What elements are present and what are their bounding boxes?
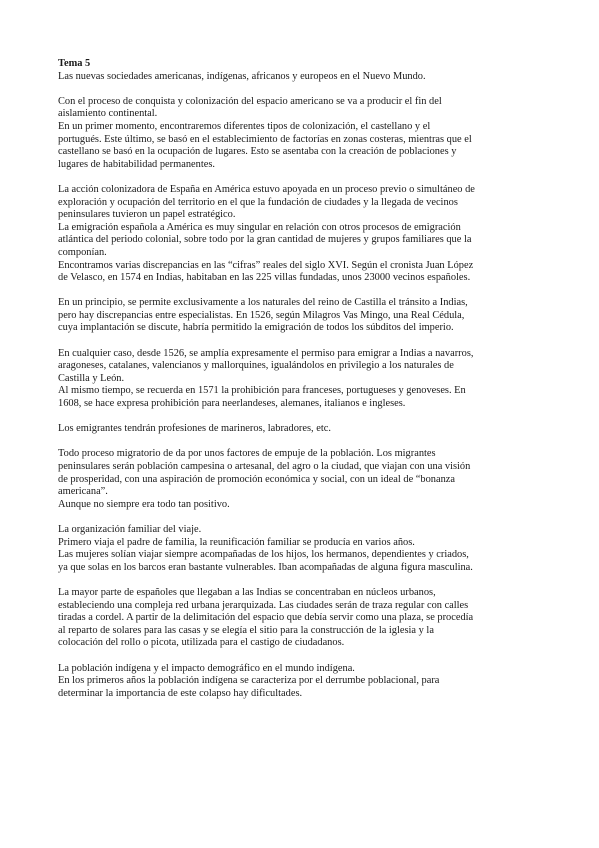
text-line: Castilla y León. [58, 372, 125, 384]
text-line: La mayor parte de españoles que llegaban a las Indias se concentraban en núcleos urbanos, [58, 586, 436, 598]
text-line: Primero viaja el padre de familia, la reunificación familiar se producía en varios años. [58, 536, 415, 548]
text-line: exploración y ocupación del territorio en el que la fundación de ciudades y la llegada de vecinos [58, 196, 458, 208]
text-line: Todo proceso migratorio de da por unos factores de empuje de la población. Los migrantes [58, 448, 436, 460]
text-line: Al mismo tiempo, se recuerda en 1571 la prohibición para franceses, portugueses y genoveses. En [58, 385, 466, 397]
text-line: La población indígena y el impacto demográfico en el mundo indígena. [58, 662, 355, 674]
text-line: En un primer momento, encontraremos diferentes tipos de colonización, el castellano y el [58, 120, 431, 132]
text-line: lugares de habitabilidad permanentes. [58, 158, 215, 170]
paragraph [58, 587, 548, 650]
paragraph [58, 297, 548, 335]
paragraph [58, 184, 548, 285]
text-line: determinar la importancia de este colapso hay dificultades. [58, 687, 303, 699]
text-line: En un principio, se permite exclusivamente a los naturales del reino de Castilla el tránsito a Indias, [58, 297, 468, 309]
text-line: atlántica del periodo colonial, sobre todo por la gran cantidad de mujeres y grupos familiares que la [58, 234, 472, 246]
paragraph-list [58, 71, 548, 701]
paragraph [58, 524, 548, 574]
text-line: pero hay discrepancias entre especialistas. En 1526, según Milagros Vas Mingo, una Real Cédula, [58, 309, 465, 321]
text-line: 1608, se hace expresa prohibición para neerlandeses, alemanes, italianos e ingleses. [58, 398, 406, 410]
text-line: peninsulares tuvieron un papel estratégico. [58, 209, 236, 221]
text-line: La organización familiar del viaje. [58, 523, 202, 535]
paragraph [58, 663, 548, 701]
text-line: La emigración española a América es muy singular en relación con otros procesos de emigración [58, 221, 461, 233]
text-line: aislamiento continental. [58, 108, 158, 120]
text-line: peninsulares serán población campesina o artesanal, del agro o la ciudad, que viajan con una visión [58, 461, 471, 472]
text-line: Aunque no siempre era todo tan positivo. [58, 498, 230, 510]
text-line: cuya implantación se discute, habría permitido la emigración de todos los súbditos del imperio. [58, 322, 454, 334]
text-line: Las nuevas sociedades americanas, indígenas, africanos y europeos en el Nuevo Mundo. [58, 70, 426, 82]
text-line: castellano se basó en la ocupación de lugares. Esto se asentaba con la creación de poblaciones y [58, 146, 457, 158]
text-line: tiradas a cordel. A partir de la delimitación del espacio que debía servir como una plaza, se procedía [58, 612, 474, 624]
text-line: aragoneses, catalanes, valencianos y mallorquines, igualándolos en privilegio a los naturales de [58, 360, 454, 372]
text-line: En cualquier caso, desde 1526, se amplía expresamente el permiso para emigrar a Indias a navarros, [58, 347, 474, 359]
text-line: Con el proceso de conquista y colonización del espacio americano se va a producir el fin del [58, 95, 442, 107]
text-line: estableciendo una compleja red urbana jerarquizada. Las ciudades serán de traza regular con calles [58, 599, 469, 611]
text-line: En los primeros años la población indígena se caracteriza por el derrumbe poblacional, para [58, 675, 440, 687]
text-line: de Velasco, en 1574 en Indias, habitaban en las 225 villas fundadas, unos 23000 vecinos españoles. [58, 272, 471, 284]
text-line: colocación del rollo o picota, utilizada para el castigo de ciudadanos. [58, 637, 345, 649]
paragraph [58, 71, 548, 84]
text-line: Los emigrantes tendrán profesiones de marineros, labradores, etc. [58, 423, 331, 435]
text-line: ya que solas en los barcos eran bastante vulnerables. Iban acompañadas de alguna figura masculina. [58, 561, 473, 573]
paragraph [58, 96, 548, 172]
text-line: al reparto de solares para las casas y se elegía el sitio para la construcción de la iglesia y la [58, 624, 434, 636]
text-line: La acción colonizadora de España en América estuvo apoyada en un proceso previo o simultáneo de [58, 183, 475, 195]
text-line: portugués. Este último, se basó en el establecimiento de factorías en zonas costeras, mientras que el [58, 133, 472, 145]
document-body [58, 58, 548, 713]
paragraph [58, 448, 548, 511]
text-line: Las mujeres solían viajar siempre acompañadas de los hijos, los hermanos, dependientes y criados, [58, 549, 469, 561]
text-line: de prosperidad, con una aspiración de promoción económica y social, con un ideal de “bonanza [58, 473, 456, 485]
paragraph [58, 423, 548, 436]
document-title: Tema 5 [58, 58, 91, 69]
text-line: componían. [58, 246, 107, 258]
text-line: Encontramos varias discrepancias en las “cifras” reales del siglo XVI. Según el cronista Juan López [58, 259, 474, 271]
text-line: americana”. [58, 486, 108, 498]
paragraph [58, 348, 548, 411]
